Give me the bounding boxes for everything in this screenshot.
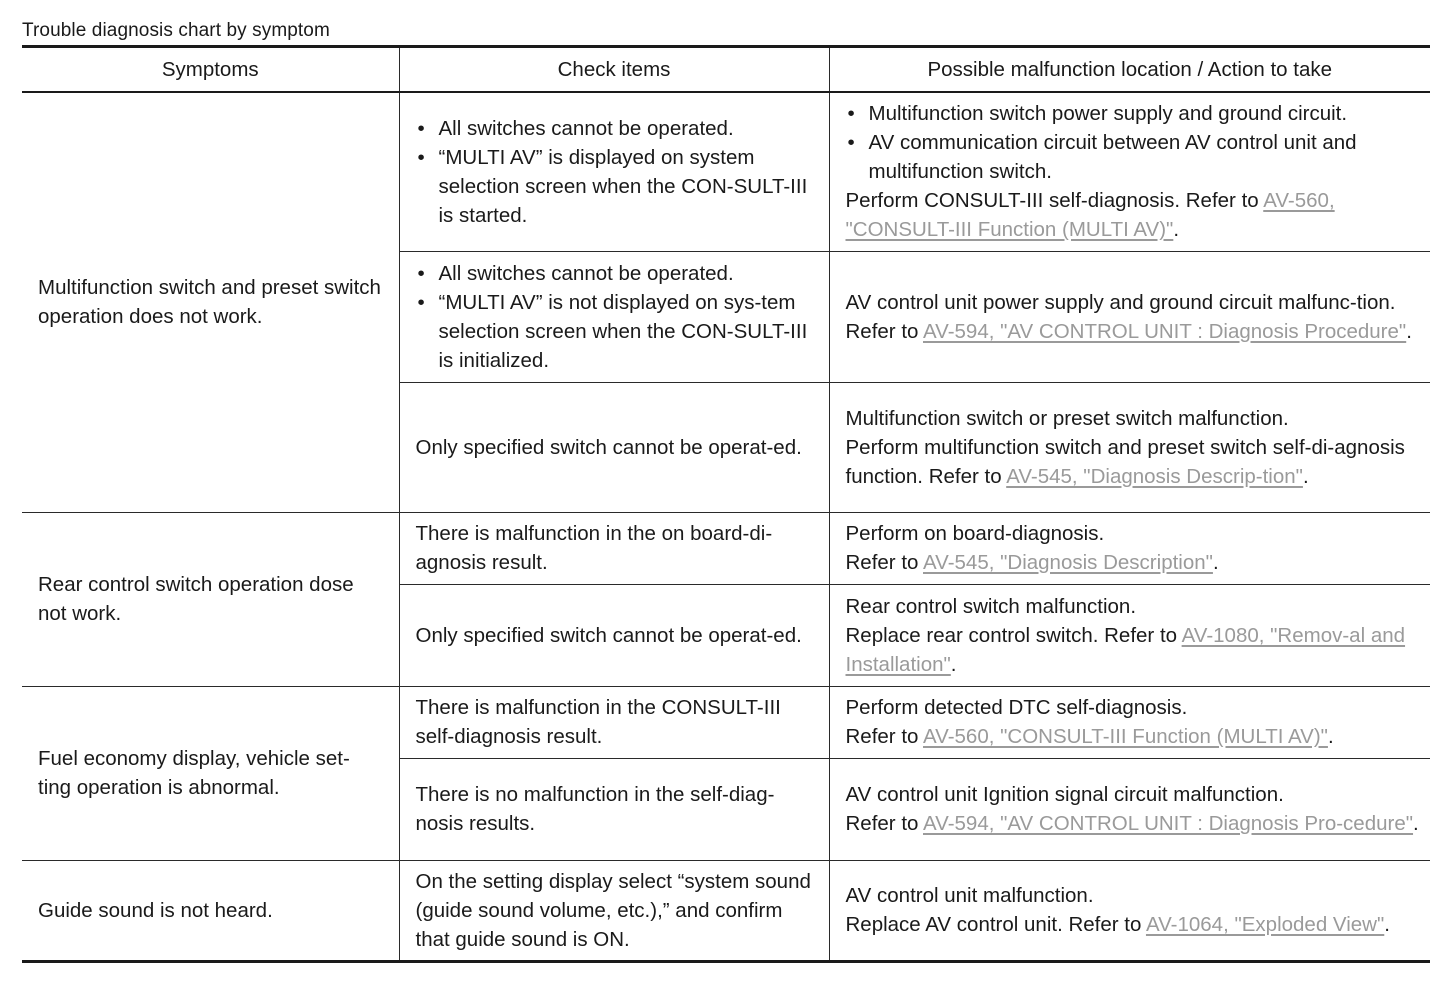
action-text: Replace rear control switch. Refer to xyxy=(845,623,1182,647)
action-text: Perform multifunction switch and preset switch self-di-agnosis function. Refer to xyxy=(845,435,1405,488)
check-bullet: • All switches cannot be operated. xyxy=(416,259,821,288)
trouble-diagnosis-table xyxy=(22,45,1430,963)
action-end: . xyxy=(1173,218,1180,242)
check-cell xyxy=(399,251,829,382)
reference-link[interactable]: AV-1064, "Exploded View" xyxy=(1145,913,1385,936)
reference-link[interactable]: AV-545, "Diagnosis Descrip-tion" xyxy=(1006,464,1303,488)
check-cell: Only specified switch cannot be operat-ed. xyxy=(399,382,829,512)
action-end: . xyxy=(950,652,957,676)
symptom-cell: Multifunction switch and preset switch operation does not work. xyxy=(22,92,399,512)
check-cell: There is malfunction in the on board-di-agnosis result. xyxy=(399,512,829,584)
action-text: Refer to xyxy=(845,812,923,835)
table-row xyxy=(22,512,1430,584)
reference-link[interactable]: AV-594, "AV CONTROL UNIT : Diagnosis Procedure" xyxy=(923,319,1407,343)
check-bullet: • “MULTI AV” is displayed on system selection screen when the CON-SULT-III is started. xyxy=(416,143,821,230)
action-end: . xyxy=(1413,812,1419,835)
check-cell: On the setting display select “system sound (guide sound volume, etc.),” and confirm that guide sound is ON. xyxy=(399,860,829,961)
symptom-cell: Rear control switch operation dose not work. xyxy=(22,512,399,686)
action-end: . xyxy=(1212,551,1219,574)
action-text: Perform CONSULT-III self-diagnosis. Refer to xyxy=(845,189,1264,213)
action-text: Refer to xyxy=(845,725,923,748)
header-symptoms: Symptoms xyxy=(22,47,399,93)
action-cell xyxy=(829,92,1430,251)
action-end: . xyxy=(1327,725,1334,748)
action-pre: Perform detected DTC self-diagnosis. xyxy=(845,696,1188,719)
action-end: . xyxy=(1384,913,1390,936)
action-cell xyxy=(829,382,1430,512)
action-pre: AV control unit Ignition signal circuit malfunction. xyxy=(845,783,1284,806)
action-text: Replace AV control unit. Refer to xyxy=(845,913,1146,936)
action-end: . xyxy=(1302,464,1309,488)
check-cell: There is no malfunction in the self-diag-nosis results. xyxy=(399,758,829,860)
action-pre: Rear control switch malfunction. xyxy=(845,594,1137,618)
check-cell: Only specified switch cannot be operat-ed. xyxy=(399,584,829,686)
action-pre: AV control unit malfunction. xyxy=(845,884,1094,907)
reference-link[interactable]: AV-560, "CONSULT-III Function (MULTI AV)" xyxy=(923,725,1328,748)
action-cell xyxy=(829,584,1430,686)
reference-link[interactable]: AV-545, "Diagnosis Description" xyxy=(923,551,1213,574)
check-bullet: • All switches cannot be operated. xyxy=(416,114,821,143)
action-bullet: • AV communication circuit between AV control unit and multifunction switch. xyxy=(846,128,1423,186)
symptom-cell: Fuel economy display, vehicle set-ting operation is abnormal. xyxy=(22,686,399,860)
action-pre: Multifunction switch or preset switch malfunction. xyxy=(845,406,1289,430)
action-cell xyxy=(829,251,1430,382)
symptom-cell: Guide sound is not heard. xyxy=(22,860,399,961)
table-row xyxy=(22,860,1430,961)
action-pre: Perform on board-diagnosis. xyxy=(845,522,1105,545)
reference-link[interactable]: AV-594, "AV CONTROL UNIT : Diagnosis Pro-cedure" xyxy=(923,812,1414,835)
action-bullet: • Multifunction switch power supply and ground circuit. xyxy=(846,99,1423,128)
check-cell xyxy=(399,92,829,251)
table-row xyxy=(22,686,1430,758)
header-check-items: Check items xyxy=(399,47,829,93)
action-cell xyxy=(829,758,1430,860)
action-text: Refer to xyxy=(845,551,923,574)
table-caption: Trouble diagnosis chart by symptom xyxy=(22,20,330,41)
reference-link[interactable]: AV-1080, "Remov-al and Installation" xyxy=(845,623,1406,676)
table-row xyxy=(22,92,1430,251)
header-row xyxy=(22,47,1430,93)
action-cell xyxy=(829,860,1430,961)
check-bullet: • “MULTI AV” is not displayed on sys-tem selection screen when the CON-SULT-III is initialized. xyxy=(416,288,821,375)
reference-link[interactable]: AV-560, "CONSULT-III Function (MULTI AV)" xyxy=(845,189,1335,242)
header-action: Possible malfunction location / Action to take xyxy=(829,47,1430,93)
action-text: AV control unit power supply and ground circuit malfunc-tion. Refer to xyxy=(845,290,1396,343)
action-cell xyxy=(829,686,1430,758)
check-cell: There is malfunction in the CONSULT-III self-diagnosis result. xyxy=(399,686,829,758)
action-end: . xyxy=(1406,319,1412,343)
action-cell xyxy=(829,512,1430,584)
